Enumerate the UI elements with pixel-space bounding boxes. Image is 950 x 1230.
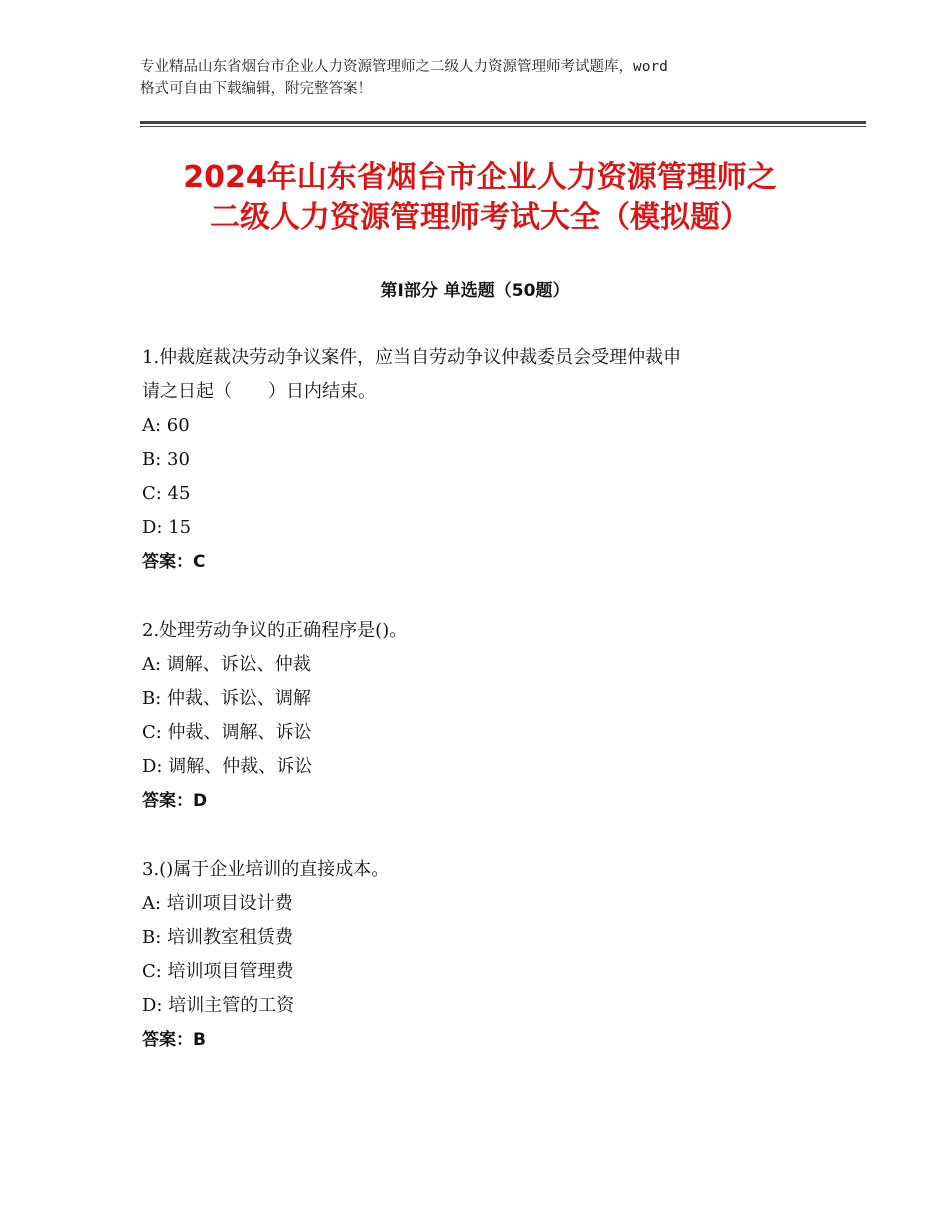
option-a: A: 培训项目设计费	[142, 893, 293, 914]
option-b: B: 仲裁、诉讼、调解	[142, 688, 312, 709]
document-title-line-1: 2024年山东省烟台市企业人力资源管理师之	[183, 160, 777, 195]
option-c: C: 培训项目管理费	[142, 961, 294, 982]
option-b: B: 30	[142, 449, 190, 470]
option-a: A: 60	[142, 415, 190, 436]
question-2	[142, 614, 822, 818]
document-title-line-2: 二级人力资源管理师考试大全（模拟题）	[210, 200, 750, 235]
question-stem-line-1: 2.处理劳动争议的正确程序是()。	[142, 620, 408, 641]
header-divider-thick	[140, 121, 866, 124]
option-d: D: 培训主管的工资	[142, 995, 295, 1016]
answer: 答案：D	[142, 791, 208, 811]
option-d: D: 15	[142, 517, 192, 538]
option-c: C: 45	[142, 483, 191, 504]
header-note-line-2: 格式可自由下载编辑，附完整答案！	[140, 81, 372, 97]
question-1	[142, 341, 822, 579]
question-stem-line-2: 请之日起（ ）日内结束。	[142, 381, 376, 402]
answer: 答案：C	[142, 552, 206, 572]
answer: 答案：B	[142, 1030, 206, 1050]
question-stem-line-1: 3.()属于企业培训的直接成本。	[142, 859, 390, 880]
question-3	[142, 853, 822, 1057]
header-divider-thin	[140, 126, 866, 127]
option-d: D: 调解、仲裁、诉讼	[142, 756, 313, 777]
option-b: B: 培训教室租赁费	[142, 927, 294, 948]
header-note	[140, 56, 830, 100]
document-title	[100, 158, 860, 238]
header-note-line-1: 专业精品山东省烟台市企业人力资源管理师之二级人力资源管理师考试题库，word	[140, 59, 668, 75]
option-a: A: 调解、诉讼、仲裁	[142, 654, 311, 675]
option-c: C: 仲裁、调解、诉讼	[142, 722, 312, 743]
question-stem-line-1: 1.仲裁庭裁决劳动争议案件，应当自劳动争议仲裁委员会受理仲裁申	[142, 347, 682, 368]
section-title: 第Ⅰ部分 单选题（50题）	[380, 281, 570, 301]
